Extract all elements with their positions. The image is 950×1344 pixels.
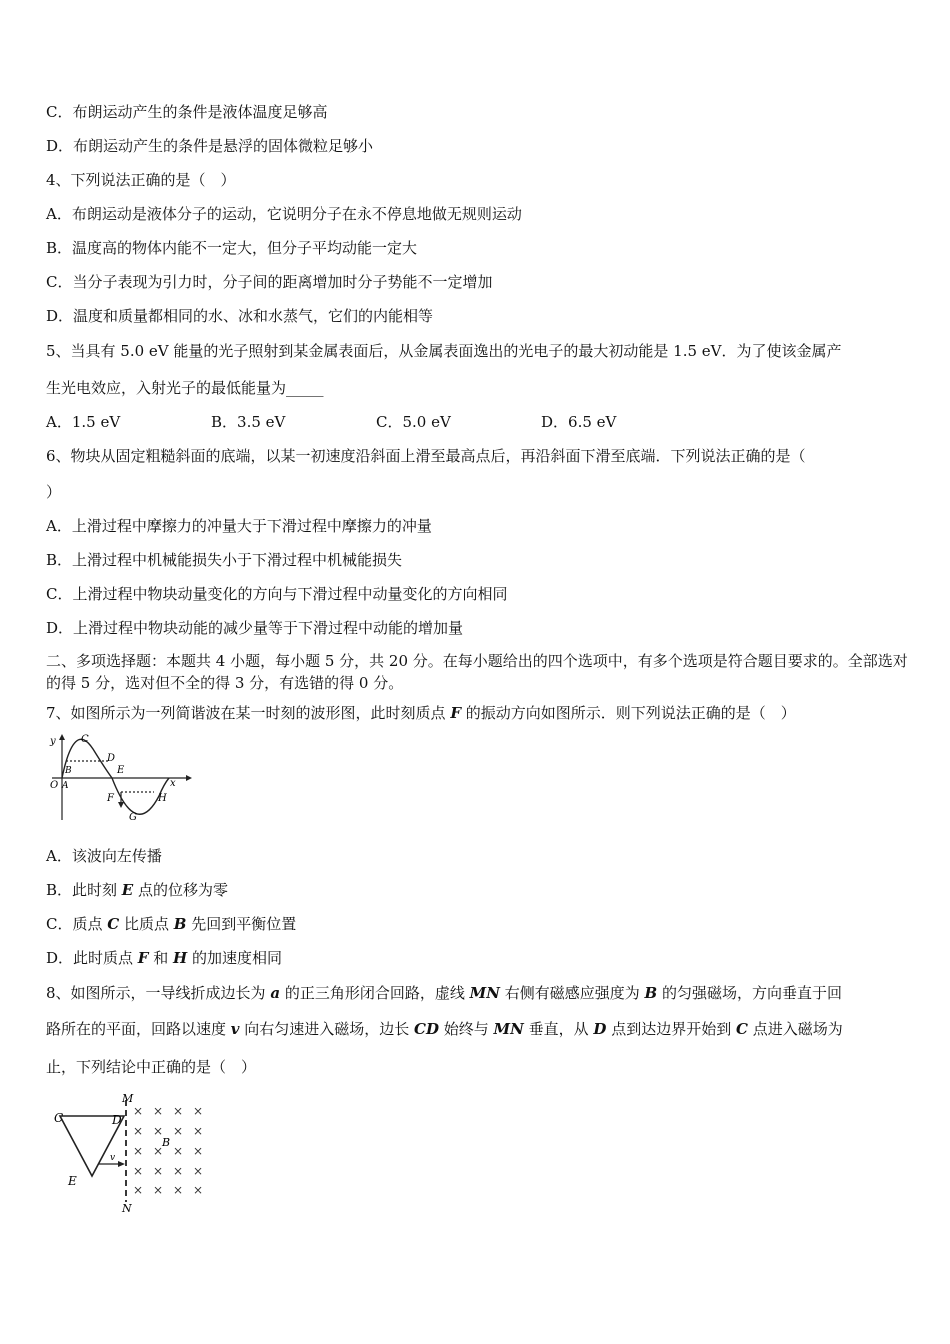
q8-stem-line3: 止，下列结论中正确的是（ ） (46, 1058, 257, 1076)
q4-stem: 4、下列说法正确的是（ ） (46, 171, 236, 189)
field-cross-icon: × (193, 1124, 204, 1138)
q4-option-b: B．温度高的物体内能不一定大，但分子平均动能一定大 (46, 239, 418, 257)
q6-option-d: D．上滑过程中物块动能的减少量等于下滑过程中动能的增加量 (46, 619, 464, 637)
q6-stem-line2: ） (46, 483, 62, 501)
q7-option-b: B．此时刻 E 点的位移为零 (46, 881, 229, 899)
field-cross-icon: × (193, 1104, 204, 1118)
q6-option-c: C．上滑过程中物块动量变化的方向与下滑过程中动量变化的方向相同 (46, 585, 508, 603)
q7-label-y: y (50, 736, 56, 747)
field-cross-icon: × (173, 1144, 184, 1158)
q8-stem-line2: 路所在的平面，回路以速度 v 向右匀速进入磁场，边长 CD 始终与 MN 垂直，从 D 点到达边界开始到 C 点进入磁场为 (46, 1020, 843, 1038)
q4-option-c: C．当分子表现为引力时，分子间的距离增加时分子势能不一定增加 (46, 273, 493, 291)
q4-option-d: D．温度和质量都相同的水、冰和水蒸气，它们的内能相等 (46, 307, 434, 325)
q7-stem: 7、如图所示为一列简谐波在某一时刻的波形图，此时刻质点 F 的振动方向如图所示．则下列说法正确的是（ ） (46, 704, 796, 722)
q8-label-d: D (112, 1113, 122, 1127)
field-cross-icon: × (153, 1144, 164, 1158)
q8-label-c: C (54, 1111, 64, 1125)
field-cross-icon: × (133, 1144, 144, 1158)
field-cross-icon: × (153, 1183, 164, 1197)
field-cross-icon: × (133, 1183, 144, 1197)
q3-option-d: D．布朗运动产生的条件是悬浮的固体微粒足够小 (46, 137, 374, 155)
q7-label-d: D (107, 753, 116, 764)
q7-label-x: x (170, 778, 176, 789)
field-cross-icon: × (133, 1124, 144, 1138)
q7-label-b: B (65, 766, 72, 776)
q7-label-a: A (62, 781, 69, 791)
field-cross-icon: × (153, 1124, 164, 1138)
q7-label-e: E (117, 765, 125, 776)
q6-option-b: B．上滑过程中机械能损失小于下滑过程中机械能损失 (46, 551, 403, 569)
q7-wave-figure (44, 730, 194, 825)
q6-stem-line1: 6、物块从固定粗糙斜面的底端，以某一初速度沿斜面上滑至最高点后，再沿斜面下滑至底端．下列说法正确的是（ (46, 447, 806, 465)
q7-label-f: F (107, 793, 114, 804)
q7-label-c: C (81, 734, 89, 745)
q7-option-c: C．质点 C 比质点 B 先回到平衡位置 (46, 915, 297, 933)
q6-option-a: A．上滑过程中摩擦力的冲量大于下滑过程中摩擦力的冲量 (46, 517, 432, 535)
field-cross-icon: × (193, 1164, 204, 1178)
q8-magnetic-field-crosses (133, 1104, 203, 1197)
field-cross-icon: × (193, 1144, 204, 1158)
field-cross-icon: × (153, 1164, 164, 1178)
q8-label-m: M (122, 1092, 134, 1105)
q4-option-a: A．布朗运动是液体分子的运动，它说明分子在永不停息地做无规则运动 (46, 205, 522, 223)
field-cross-icon: × (133, 1104, 144, 1118)
q5-option-d: D．6.5 eV (541, 413, 617, 431)
q7-label-h: H (158, 793, 167, 804)
q3-option-c: C．布朗运动产生的条件是液体温度足够高 (46, 103, 328, 121)
q5-stem-line2: 生光电效应，入射光子的最低能量为_____ (46, 379, 324, 397)
q8-stem-line1: 8、如图所示，一导线折成边长为 a 的正三角形闭合回路，虚线 MN 右侧有磁感应强度为 B 的匀强磁场，方向垂直于回 (46, 984, 842, 1002)
field-cross-icon: × (153, 1104, 164, 1118)
q5-option-c: C．5.0 eV (376, 413, 451, 431)
field-cross-icon: × (193, 1183, 204, 1197)
section2-instructions: 二、多项选择题：本题共 4 小题，每小题 5 分，共 20 分。在每小题给出的四个选项中，有多个选项是符合题目要求的。全部选对的得 5 分，选对但不全的得 3 分，有选错的得 0 分。 (46, 652, 908, 692)
q5-option-a: A．1.5 eV (46, 413, 121, 431)
q8-label-e: E (68, 1174, 77, 1188)
field-cross-icon: × (173, 1104, 184, 1118)
q8-label-n: N (122, 1202, 132, 1215)
q7-option-d: D．此时质点 F 和 H 的加速度相同 (46, 949, 282, 967)
q7-option-a: A．该波向左传播 (46, 847, 162, 865)
field-cross-icon: × (173, 1124, 184, 1138)
q7-label-g: G (129, 812, 137, 823)
q5-stem-line1: 5、当具有 5.0 eV 能量的光子照射到某金属表面后，从金属表面逸出的光电子的最大初动能是 1.5 eV．为了使该金属产 (46, 342, 842, 360)
q8-triangle-field-figure (50, 1090, 210, 1215)
q8-label-b: B (162, 1136, 171, 1149)
q5-option-b: B．3.5 eV (211, 413, 286, 431)
field-cross-icon: × (173, 1183, 184, 1197)
field-cross-icon: × (173, 1164, 184, 1178)
q7-label-o: O (50, 780, 59, 791)
field-cross-icon: × (133, 1164, 144, 1178)
q8-label-v: v (110, 1153, 116, 1163)
